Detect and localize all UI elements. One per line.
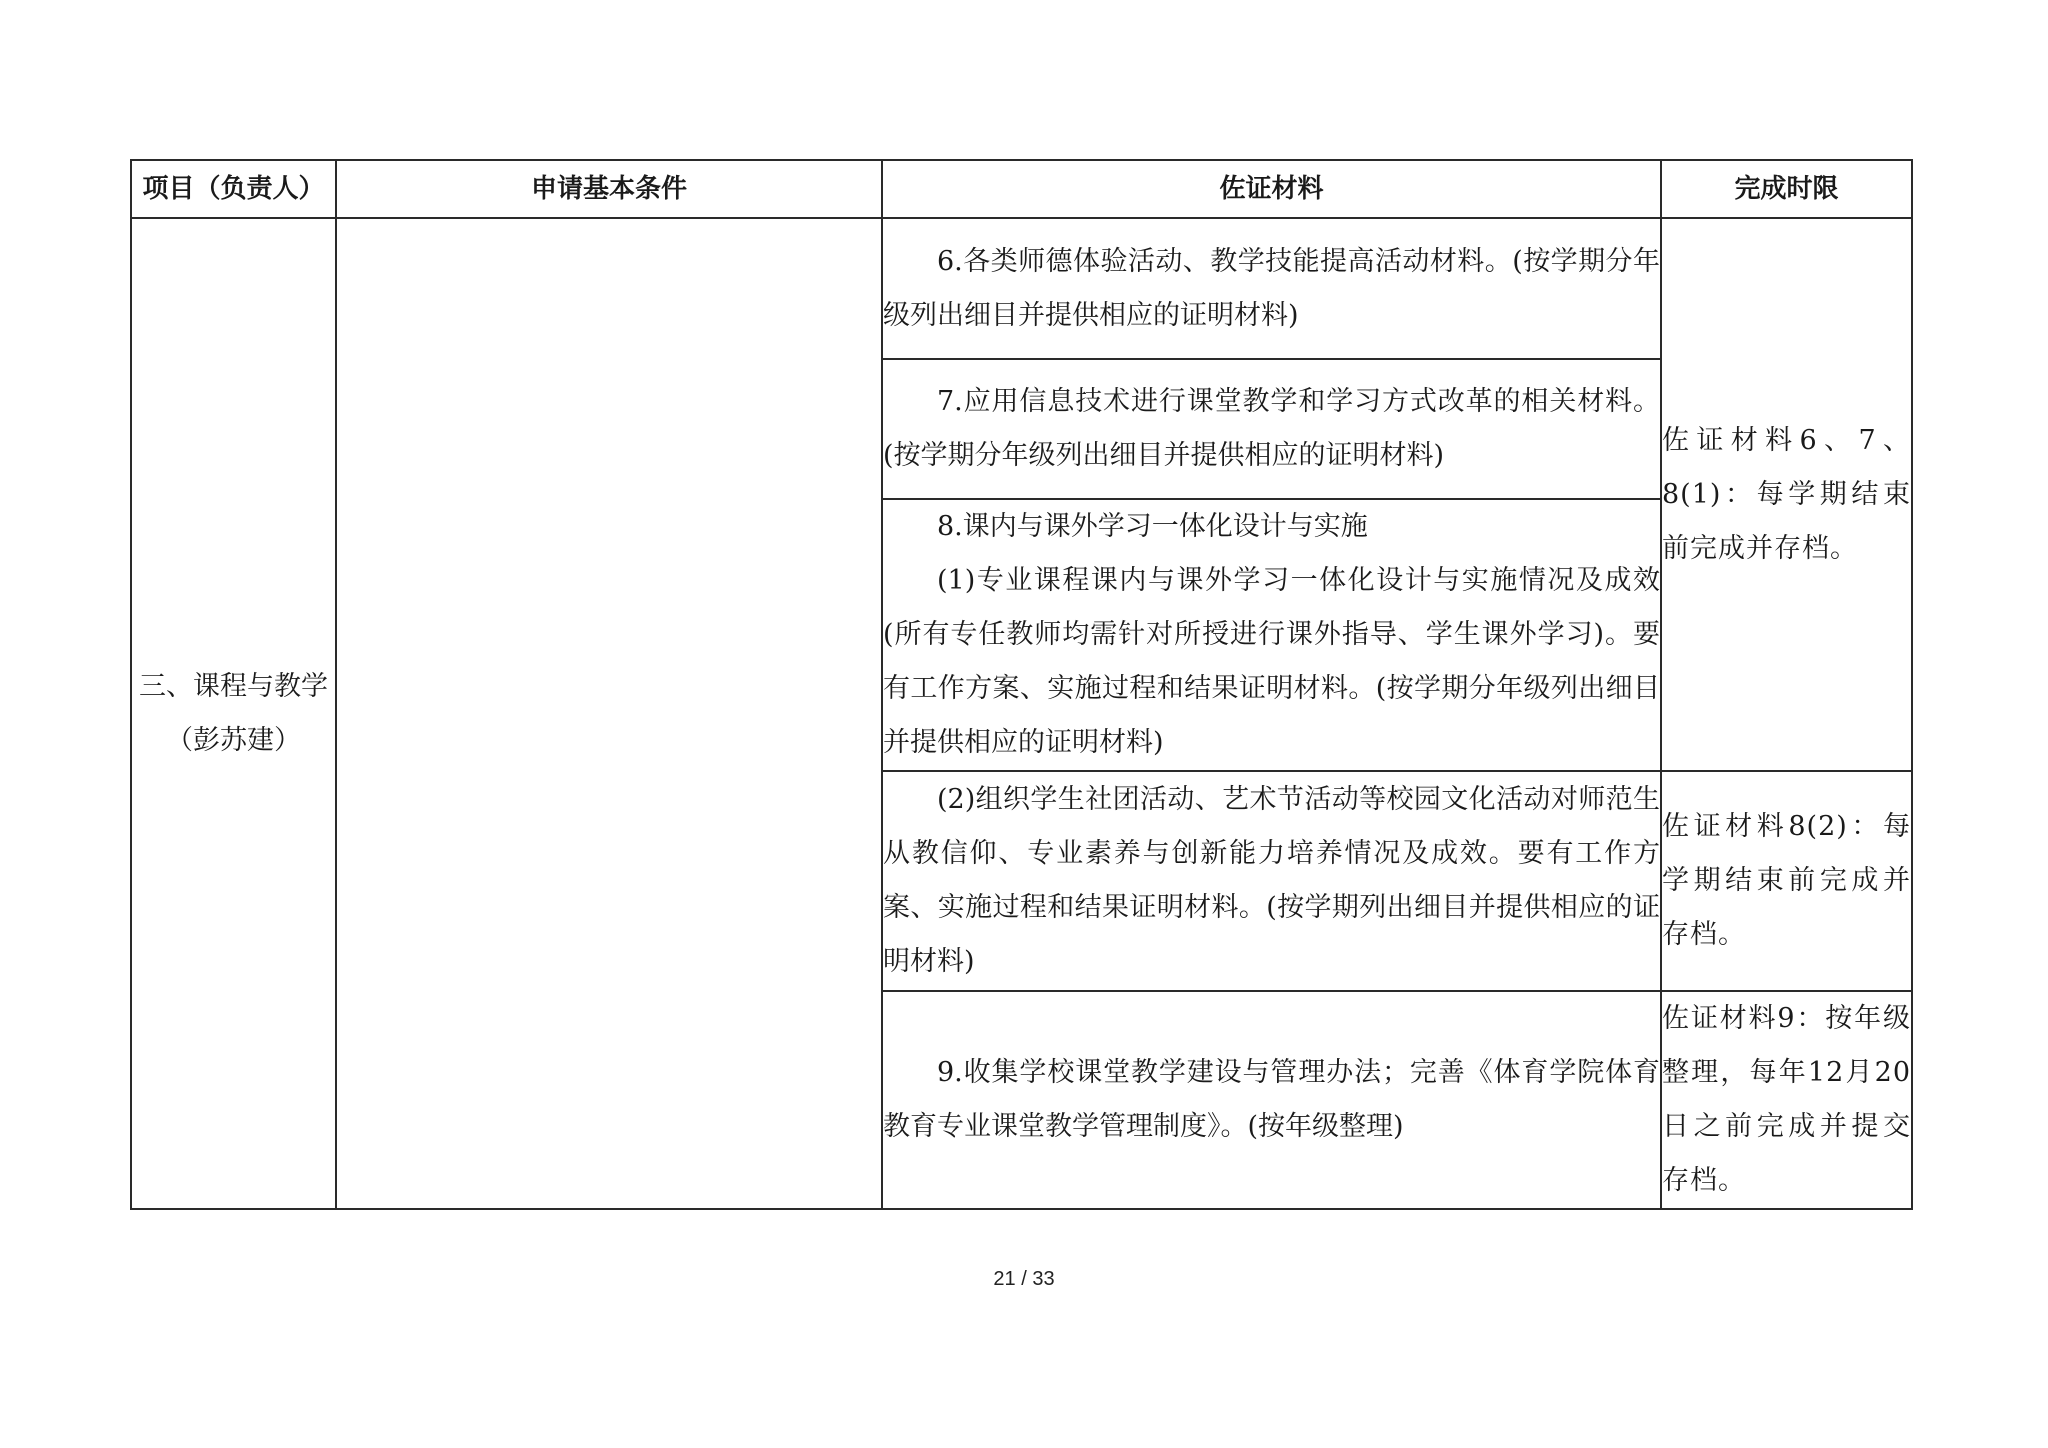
evidence-item: [882, 771, 1661, 991]
deadline-cell: [1661, 218, 1912, 771]
deadline-cell: [1661, 991, 1912, 1209]
deadline-text: 佐证材料9：按年级整理，每年12月20日之前完成并提交存档。: [1662, 1003, 1911, 1196]
page-number: 21 / 33: [993, 1268, 1055, 1290]
evidence-text: 7.应用信息技术进行课堂教学和学习方式改革的相关材料。(按学期分年级列出细目并提供相应的证明材料): [883, 386, 1660, 471]
deadline-cell: [1661, 771, 1912, 991]
conditions-cell: [336, 218, 882, 1209]
project-owner: （彭苏建）: [166, 724, 301, 756]
work-plan-table: [130, 159, 1913, 1210]
evidence-item: [882, 991, 1661, 1209]
deadline-text: 佐证材料6、7、8(1)：每学期结束前完成并存档。: [1662, 424, 1911, 564]
evidence-text: 8.课内与课外学习一体化设计与实施: [937, 511, 1368, 542]
evidence-text: (2)组织学生社团活动、艺术节活动等校园文化活动对师范生从教信仰、专业素养与创新能力培养情况及成效。要有工作方案、实施过程和结果证明材料。(按学期列出细目并提供相应的证明材料): [883, 784, 1660, 977]
header-evidence: 佐证材料: [882, 160, 1661, 218]
evidence-text: 9.收集学校课堂教学建设与管理办法；完善《体育学院体育教育专业课堂教学管理制度》。(按年级整理): [883, 1057, 1660, 1142]
project-cell: [131, 218, 336, 1209]
evidence-text: 6.各类师德体验活动、教学技能提高活动材料。(按学期分年级列出细目并提供相应的证明材料): [883, 245, 1660, 331]
evidence-item: [882, 499, 1661, 771]
evidence-item: [882, 218, 1661, 359]
evidence-text: (1)专业课程课内与课外学习一体化设计与实施情况及成效(所有专任教师均需针对所授进行课外指导、学生课外学习)。要有工作方案、实施过程和结果证明材料。(按学期分年级列出细目并提供相应的证明材料): [883, 565, 1660, 758]
project-name: 三、课程与教学: [139, 670, 328, 702]
header-deadline: 完成时限: [1661, 160, 1912, 218]
evidence-item: [882, 359, 1661, 499]
header-project: 项目（负责人）: [131, 160, 336, 218]
table-row: [131, 218, 1912, 359]
header-conditions: 申请基本条件: [336, 160, 882, 218]
table-header-row: [131, 160, 1912, 218]
deadline-text: 佐证材料8(2)：每学期结束前完成并存档。: [1662, 811, 1911, 950]
